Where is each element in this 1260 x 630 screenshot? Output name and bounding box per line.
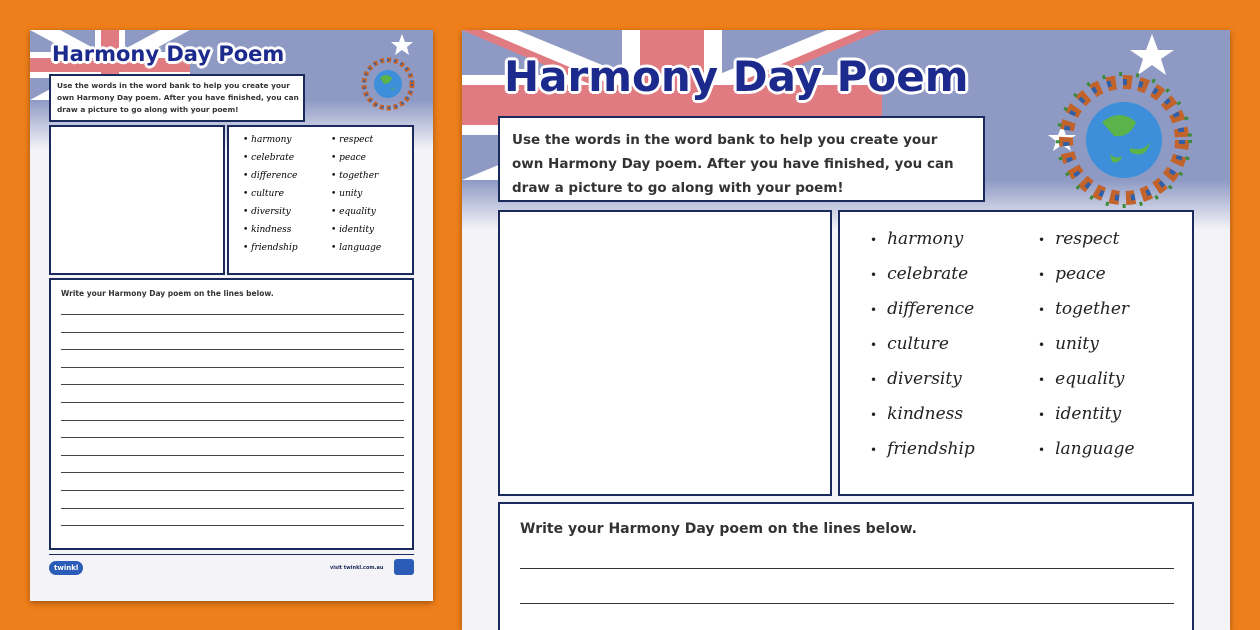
word-label: respect bbox=[1055, 229, 1120, 249]
poem-line[interactable] bbox=[61, 508, 404, 509]
word-label: harmony bbox=[887, 229, 964, 249]
page-title: Harmony Day Poem bbox=[504, 52, 969, 101]
page-title: Harmony Day Poem bbox=[52, 42, 285, 66]
worksheet-thumbnail bbox=[30, 30, 433, 601]
word-label: harmony bbox=[251, 135, 292, 145]
word-label: respect bbox=[339, 135, 374, 145]
word-item: • peace bbox=[331, 153, 366, 163]
poem-line[interactable] bbox=[61, 384, 404, 385]
worksheet-enlarged bbox=[462, 30, 1230, 630]
word-label: equality bbox=[339, 207, 376, 217]
word-bank-left-column bbox=[243, 131, 298, 257]
word-label: together bbox=[339, 171, 379, 181]
poem-line[interactable] bbox=[61, 525, 404, 526]
word-label: friendship bbox=[887, 439, 975, 459]
word-label: diversity bbox=[887, 369, 962, 389]
word-item: • identity bbox=[331, 225, 375, 235]
word-bank-box bbox=[227, 125, 414, 275]
poem-prompt: Write your Harmony Day poem on the lines below. bbox=[61, 289, 274, 298]
word-label: celebrate bbox=[887, 264, 969, 284]
word-item: • friendship bbox=[870, 439, 975, 459]
word-item: • unity bbox=[1038, 334, 1099, 354]
word-label: unity bbox=[1055, 334, 1099, 354]
word-item: • equality bbox=[331, 207, 376, 217]
footer-url[interactable]: visit twinkl.com.au bbox=[330, 565, 384, 571]
word-bank-right-column bbox=[1038, 222, 1135, 467]
word-label: unity bbox=[339, 189, 363, 199]
word-label: together bbox=[1055, 299, 1130, 319]
word-label: kindness bbox=[251, 225, 292, 235]
word-label: friendship bbox=[251, 243, 298, 253]
poem-prompt: Write your Harmony Day poem on the lines below. bbox=[520, 521, 917, 537]
instructions-line-2: own Harmony Day poem. After you have finished, you can bbox=[512, 156, 954, 172]
instructions-line-2: own Harmony Day poem. After you have finished, you can bbox=[57, 93, 299, 102]
word-label: diversity bbox=[251, 207, 291, 217]
footer-badge-icon bbox=[394, 559, 414, 575]
word-item: • difference bbox=[870, 299, 975, 319]
word-item: • unity bbox=[331, 189, 363, 199]
word-item: • language bbox=[331, 243, 382, 253]
poem-box[interactable] bbox=[49, 278, 414, 550]
word-label: identity bbox=[339, 225, 375, 235]
word-label: peace bbox=[339, 153, 366, 163]
word-label: language bbox=[339, 243, 382, 253]
word-item: • peace bbox=[1038, 264, 1106, 284]
word-item: • diversity bbox=[243, 207, 291, 217]
globe-people-illustration bbox=[1022, 30, 1222, 210]
word-item: • language bbox=[1038, 439, 1135, 459]
word-label: celebrate bbox=[251, 153, 295, 163]
word-label: kindness bbox=[887, 404, 964, 424]
word-item: • together bbox=[331, 171, 379, 181]
word-item: • equality bbox=[1038, 369, 1125, 389]
poem-line[interactable] bbox=[61, 349, 404, 350]
drawing-box[interactable] bbox=[49, 125, 225, 275]
instructions-box bbox=[49, 74, 305, 122]
instructions-box bbox=[498, 116, 985, 202]
instructions-line-3: draw a picture to go along with your poem! bbox=[512, 180, 844, 196]
word-item: • respect bbox=[331, 135, 374, 145]
word-item: • diversity bbox=[870, 369, 962, 389]
word-label: identity bbox=[1055, 404, 1122, 424]
instructions-line-3: draw a picture to go along with your poem! bbox=[57, 105, 239, 114]
word-item: • difference bbox=[243, 171, 298, 181]
poem-line[interactable] bbox=[61, 437, 404, 438]
word-item: • celebrate bbox=[243, 153, 295, 163]
word-label: peace bbox=[1055, 264, 1106, 284]
poem-line[interactable] bbox=[520, 603, 1174, 604]
poem-line[interactable] bbox=[61, 314, 404, 315]
word-label: equality bbox=[1055, 369, 1125, 389]
word-item: • friendship bbox=[243, 243, 298, 253]
word-label: culture bbox=[251, 189, 284, 199]
word-item: • harmony bbox=[870, 229, 964, 249]
word-item: • culture bbox=[243, 189, 284, 199]
instructions-line-1: Use the words in the word bank to help you create your bbox=[57, 81, 290, 90]
word-item: • culture bbox=[870, 334, 949, 354]
poem-line[interactable] bbox=[61, 472, 404, 473]
poem-line[interactable] bbox=[61, 332, 404, 333]
word-item: • respect bbox=[1038, 229, 1120, 249]
word-bank-right-column bbox=[331, 131, 381, 257]
globe-people-illustration bbox=[352, 32, 430, 112]
word-item: • celebrate bbox=[870, 264, 969, 284]
poem-box[interactable] bbox=[498, 502, 1194, 630]
word-label: difference bbox=[251, 171, 298, 181]
word-bank-left-column bbox=[870, 222, 975, 467]
footer-divider bbox=[49, 554, 414, 555]
word-item: • harmony bbox=[243, 135, 292, 145]
poem-line[interactable] bbox=[520, 568, 1174, 569]
word-item: • kindness bbox=[870, 404, 964, 424]
word-label: difference bbox=[887, 299, 975, 319]
poem-line[interactable] bbox=[61, 490, 404, 491]
word-item: • together bbox=[1038, 299, 1130, 319]
footer-logo[interactable]: twinkl bbox=[49, 561, 83, 575]
word-item: • identity bbox=[1038, 404, 1122, 424]
poem-line[interactable] bbox=[61, 455, 404, 456]
poem-line[interactable] bbox=[61, 367, 404, 368]
word-item: • kindness bbox=[243, 225, 292, 235]
poem-line[interactable] bbox=[61, 420, 404, 421]
word-label: language bbox=[1055, 439, 1135, 459]
poem-line[interactable] bbox=[61, 402, 404, 403]
word-bank-box bbox=[838, 210, 1194, 496]
drawing-box[interactable] bbox=[498, 210, 832, 496]
word-label: culture bbox=[887, 334, 949, 354]
instructions-line-1: Use the words in the word bank to help you create your bbox=[512, 132, 938, 148]
